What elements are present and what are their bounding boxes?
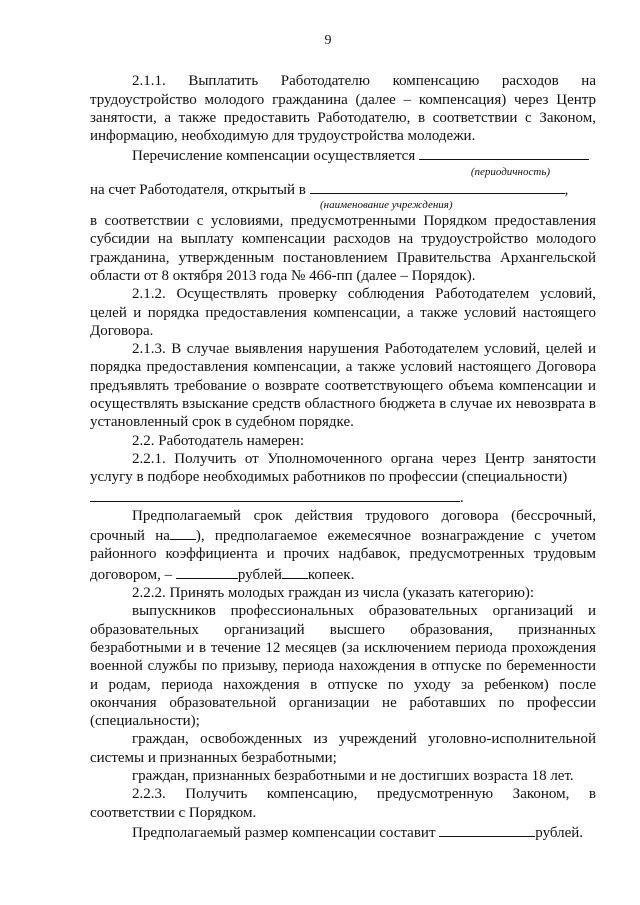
institution-caption: (наименование учреждения) <box>320 199 453 212</box>
category-released: граждан, освобожденных из учреждений уголовно-исполнительной системы и признанных безработными; <box>90 731 596 766</box>
account-text: на счет Работодателя, открытый в <box>90 181 306 198</box>
term-blank[interactable] <box>170 525 196 540</box>
profession-end: . <box>460 489 464 506</box>
category-graduates: выпускников профессиональных образовательных организаций и образовательных организаций высшего образования, признанных безработными и в течение 12 месяцев (за исключением периода прохождения военной службы по призыву, периода нахождения в отпуске по беременности и родам, периода нахождения в отпуске по уходу за ребенком) после окончания образовательной организации не работавших по профессии (специальности); <box>90 603 596 730</box>
clause-2-2-3: 2.2.3. Получить компенсацию, предусмотренную Законом, в соответствии с Порядком. <box>90 786 596 821</box>
account-line <box>90 179 596 199</box>
compensation-amount-text: Предполагаемый размер компенсации составит <box>132 824 436 841</box>
kopecks-label: копеек. <box>307 566 355 583</box>
page-number: 9 <box>324 33 332 48</box>
procedure-paragraph: в соответствии с условиями, предусмотренными Порядком предоставления субсидии на выплату компенсации расходов на трудоустройство молодого гражданина, утвержденным постановлением Правительства Архангельской области от 8 октября 2013 года № 466-пп (далее – Порядок). <box>90 213 596 284</box>
compensation-end: рублей. <box>535 824 584 841</box>
category-minors: граждан, признанных безработными и не достигших возраста 18 лет. <box>132 767 574 784</box>
clause-2-2-1: 2.2.1. Получить от Уполномоченного органа через Центр занятости услугу в подборе необходимых работников по профессии (специальности) <box>90 450 596 486</box>
compensation-blank[interactable] <box>439 822 535 837</box>
profession-blank[interactable] <box>90 487 460 502</box>
periodicity-blank[interactable] <box>419 145 589 160</box>
clause-2-1-3: 2.1.3. В случае выявления нарушения Работодателем условий, целей и порядка предоставления компенсации, а также условий настоящего Договора предъявлять требование о возврате соответствующего объема компенсации и осуществлять взыскание средств областного бюджета в случае их невозврата в установленный срок в судебном порядке. <box>90 341 596 431</box>
clause-2-1-1: 2.1.1. Выплатить Работодателю компенсацию расходов на трудоустройство молодого гражданина (далее – компенсация) через Центр занятости, а также предоставить Работодателю, в соответствии с Законом, информацию, необходимую для трудоустройства молодежи. <box>90 73 596 145</box>
transfer-periodicity-text: Перечисление компенсации осуществляется <box>132 148 416 165</box>
institution-blank[interactable] <box>310 179 565 194</box>
contract-term-text-b: ), предполагаемое ежемесячное вознаграждение с учетом районного коэффициента и прочих надбавок, предусмотренных трудовым договором, – <box>90 528 596 583</box>
kopecks-blank[interactable] <box>282 564 308 579</box>
clause-2-1-2: 2.1.2. Осуществлять проверку соблюдения Работодателем условий, целей и порядка предоставления компенсации, а также условий настоящего Договора. <box>90 286 596 339</box>
profession-line <box>90 487 596 507</box>
clause-2-2-2: 2.2.2. Принять молодых граждан из числа (указать категорию): <box>132 585 535 602</box>
compensation-amount-line <box>90 822 596 842</box>
clause-2-2: 2.2. Работодатель намерен: <box>132 432 304 449</box>
rubles-label: рублей <box>237 566 282 583</box>
rubles-blank[interactable] <box>176 564 238 579</box>
contract-term-paragraph <box>90 507 596 584</box>
transfer-periodicity-line <box>90 145 596 165</box>
contract-term-text-a: Предполагаемый срок действия трудового договора (бессрочный, срочный на <box>90 507 596 545</box>
account-end: , <box>564 181 569 198</box>
periodicity-caption: (периодичность) <box>470 165 550 178</box>
